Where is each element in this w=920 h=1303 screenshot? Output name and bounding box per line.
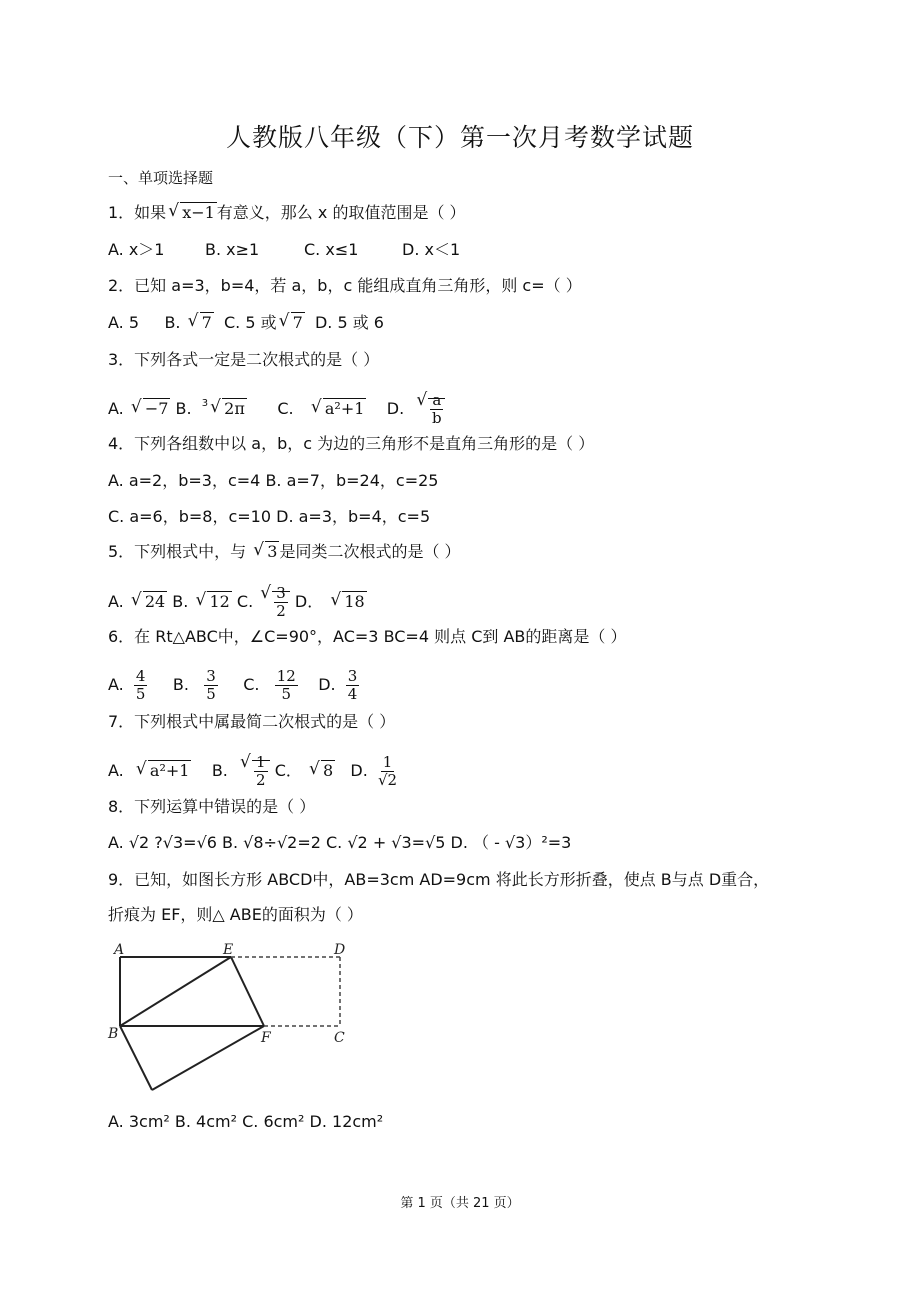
question-8: 8．下列运算中错误的是（ ） (108, 797, 316, 816)
label-b: B (108, 1026, 119, 1042)
question-5-options: A. √ 24 B. √ 12 C. √ $\frac{3}{2}$ D． √ 18 (108, 585, 367, 620)
question-6: 6．在 Rt△ABC中，∠C=90°，AC=3 BC=4 则点 C到 AB的距离是（ ） (108, 627, 627, 646)
question-5: 5．下列根式中，与 √ 3 是同类二次根式的是（ ） (108, 542, 461, 562)
page-title: 人教版八年级（下）第一次月考数学试题 (225, 123, 694, 152)
label-e: E (223, 942, 234, 958)
label-c: C (334, 1030, 345, 1046)
question-7-options: A. √ a²+1 B. √ $\frac{1}{2}$ C． √ 8 D. $\frac{1}{√2}$ (108, 754, 397, 789)
sqrt-expression: √ x−1 (168, 203, 217, 223)
question-1: 1．如果√ x−1 有意义，那么 x 的取值范围是（ ） (108, 203, 466, 223)
question-9-line2: 折痕为 EF，则△ ABE的面积为（ ） (108, 905, 363, 924)
question-6-options: A. $\frac{4}{5}$ B. $\frac{3}{5}$ C. $\frac{12}{5}$ D. $\frac{3}{4}$ (108, 667, 358, 703)
page-footer: 第 1 页（共 21 页） (400, 1196, 520, 1211)
rectangle-fold-figure (106, 940, 356, 1096)
question-4-options-line2: C. a=6，b=8，c=10 D. a=3，b=4，c=5 (108, 507, 431, 526)
label-f: F (261, 1030, 271, 1046)
option-c: C. x≤1 (304, 240, 359, 259)
question-9-line1: 9．已知，如图长方形 ABCD中，AB=3cm AD=9cm 将此长方形折叠，使点 B与点 D重合， (108, 870, 770, 889)
question-7: 7．下列根式中属最简二次根式的是（ ） (108, 712, 396, 731)
question-3: 3．下列各式一定是二次根式的是（ ） (108, 350, 380, 369)
option-a: A. x＞1 (108, 240, 165, 259)
label-d: D (334, 942, 346, 958)
question-4-options-line1: A. a=2，b=3，c=4 B. a=7，b=24，c=25 (108, 471, 439, 490)
question-8-options: A. √2 ?√3=√6 B. √8÷√2=2 C. √2 + √3=√5 D. （ - √3）²=3 (108, 833, 572, 852)
question-2: 2．已知 a=3，b=4，若 a，b，c 能组成直角三角形，则 c=（ ） (108, 276, 582, 295)
option-b: B. x≥1 (205, 240, 260, 259)
label-a: A (114, 942, 125, 958)
question-4: 4．下列各组数中以 a，b，c 为边的三角形不是直角三角形的是（ ） (108, 434, 595, 453)
question-3-options: A. √ −7 B. $^3$√ 2π C. √ a²+1 D. √ $\frac{a}{b}$ (108, 392, 445, 427)
section-heading: 一、单项选择题 (108, 169, 214, 187)
question-9-options: A. 3cm² B. 4cm² C. 6cm² D. 12cm² (108, 1112, 384, 1131)
question-2-options: A. 5 B. √ 7 C. 5 或√ 7 D. 5 或 6 (108, 313, 384, 333)
option-d: D. x＜1 (402, 240, 461, 259)
